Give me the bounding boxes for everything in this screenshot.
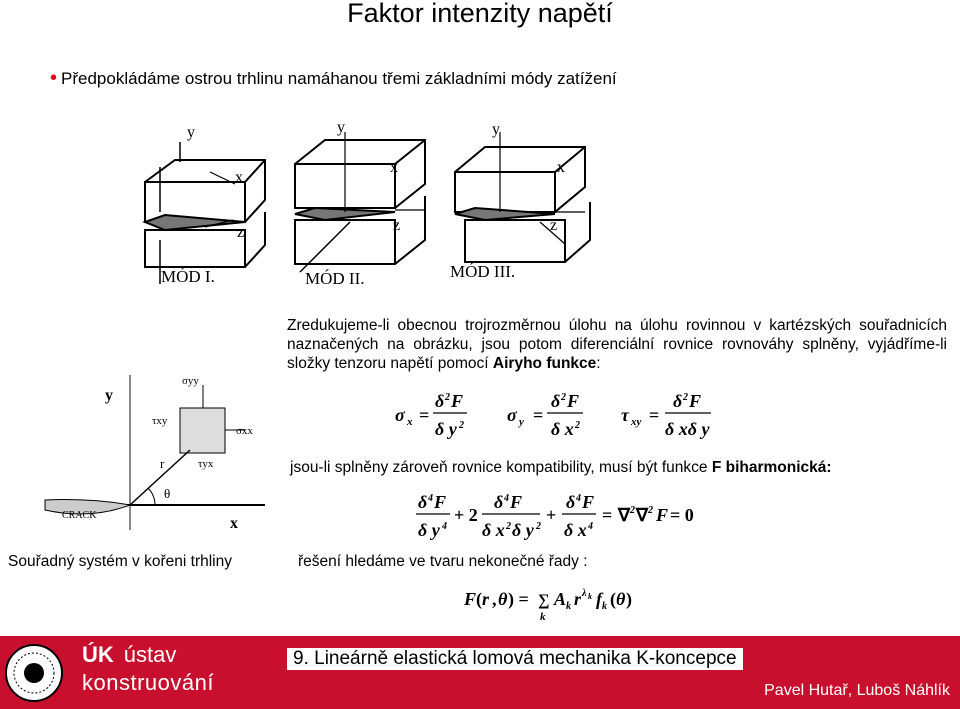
svg-text:r: r [574,589,582,609]
coord-axis-y-label: y [105,387,113,404]
svg-text:r: r [482,589,490,609]
mode2-axis-y-label: y [337,119,345,136]
crack-label: CRACK [62,510,97,521]
logo-line-2: konstruování [82,670,214,695]
svg-text:(: ( [476,589,482,609]
biharmonic-term: F biharmonická: [711,459,832,476]
svg-text:2: 2 [459,420,464,431]
svg-text:2: 2 [506,521,511,532]
svg-text:2: 2 [575,420,580,431]
svg-text:τ: τ [621,405,629,425]
sigma-xx-label: σxx [236,425,253,437]
coord-axis-x-label: x [230,515,238,532]
series-text: řešení hledáme ve tvaru nekonečné řady : [298,553,588,570]
svg-text:δ y: δ y [512,520,534,540]
svg-text:F: F [464,589,477,609]
logo-uk-icon: ÚK [82,642,114,667]
mode2-axis-z-label: z [393,217,401,234]
mode-2-label: MÓD II. [305,269,365,288]
sigma-yy-label: σyy [182,375,199,387]
svg-text:δ y: δ y [435,419,457,439]
coord-theta-label: θ [164,486,171,501]
svg-text:δ: δ [673,391,683,411]
bullet-label: Předpokládáme ostrou trhlinu namáhanou třemi základními módy zatížení [61,69,617,88]
mode2-axis-x-label: x [390,159,398,176]
svg-text:F: F [510,492,523,512]
svg-text:δ x: δ x [551,419,574,439]
svg-text:2: 2 [630,505,635,516]
mode3-axis-y-label: y [492,121,500,138]
svg-text:+ 2: + 2 [454,505,478,525]
svg-text:δ: δ [418,492,428,512]
biharmonic-equation [410,488,710,546]
svg-text:k: k [588,592,592,601]
svg-text:∇: ∇ [636,505,649,525]
loading-modes-figure [125,112,600,290]
svg-text:σ: σ [395,405,405,425]
svg-text:δ: δ [551,391,561,411]
svg-text:∇: ∇ [618,505,631,525]
svg-text:4: 4 [442,521,447,532]
svg-text:θ: θ [616,589,626,609]
svg-text:F: F [582,492,595,512]
svg-text:4: 4 [588,521,593,532]
bullet-dot-icon: • [50,67,58,89]
svg-text:δ y: δ y [418,520,440,540]
mode-1-label: MÓD I. [161,267,215,286]
mode-3-label: MÓD III. [450,262,516,281]
svg-text:f: f [596,589,602,609]
mode-2-block [295,132,425,272]
svg-text:δ x: δ x [564,520,587,540]
svg-text:F: F [451,391,464,411]
svg-text:2: 2 [683,392,688,403]
svg-text:+: + [546,505,557,525]
mode-1-block [145,142,265,284]
svg-text:∑: ∑ [538,592,550,609]
svg-text:2: 2 [536,521,541,532]
svg-text:): ) [626,589,632,609]
institute-logo [82,641,214,697]
airy-function-term: Airyho funkce [492,355,597,372]
lecture-title: 9. Lineárně elastická lomová mechanika K-koncepce [287,648,743,670]
svg-text:F: F [434,492,447,512]
logo-line-1: ústav [123,642,177,667]
mode1-axis-z-label: z [237,224,245,241]
svg-text:(: ( [610,589,616,609]
svg-text:x: x [407,416,413,428]
compatibility-label: jsou-li splněny zároveň rovnice kompatibility, musí být funkce [290,459,712,476]
mode-3-block [455,132,590,262]
coord-r-label: r [160,456,165,471]
svg-text:δ x: δ x [482,520,505,540]
svg-text:δ: δ [435,391,445,411]
svg-text:= 0: = 0 [670,505,694,525]
bullet-text [50,67,617,90]
svg-text:=: = [533,405,544,425]
stress-equations [385,385,725,445]
svg-text:F: F [656,505,669,525]
page-title: Faktor intenzity napětí [347,0,613,28]
tau-xy-label: τxy [152,415,168,427]
airy-paragraph-text: Zredukujeme-li obecnou trojrozměrnou úlohu na úlohu rovinnou v kartézských souřadnicích naznačených na obrázku, jsou potom diferenciální rovnice rovnováhy splněny, vyjádříme-li složky tenzoru napětí pomocí [287,317,947,372]
svg-text:2: 2 [648,505,653,516]
svg-text:=: = [649,405,660,425]
svg-text:k: k [602,601,607,612]
svg-text:=: = [602,505,613,525]
compatibility-text [290,459,832,477]
series-equation [462,585,662,625]
svg-text:δ xδ y: δ xδ y [665,419,710,439]
svg-text:A: A [554,589,567,609]
airy-paragraph-end: : [596,355,601,372]
svg-text:k: k [566,601,571,612]
svg-text:4: 4 [504,493,509,504]
svg-text:δ: δ [494,492,504,512]
svg-text:=: = [419,405,430,425]
svg-text:xy: xy [631,416,642,428]
svg-text:2: 2 [561,392,566,403]
university-seal-icon [4,643,64,703]
svg-text:σ: σ [507,405,517,425]
svg-text:,: , [492,589,497,609]
mode1-axis-x-label: x [235,169,243,186]
svg-text:2: 2 [445,392,450,403]
mode3-axis-z-label: z [550,217,558,234]
airy-paragraph [287,316,947,373]
svg-text:4: 4 [428,493,433,504]
authors: Pavel Hutař, Luboš Náhlík [764,682,950,699]
crack-coordinate-figure [40,370,272,545]
svg-text:θ: θ [498,589,508,609]
mode3-axis-x-label: x [557,159,565,176]
svg-text:y: y [519,416,524,428]
svg-text:4: 4 [576,493,581,504]
svg-text:δ: δ [566,492,576,512]
svg-text:F: F [689,391,702,411]
tau-yx-label: τyx [198,458,214,470]
svg-text:k: k [540,611,546,623]
svg-text:λ: λ [582,588,587,599]
coordinate-caption: Souřadný systém v kořeni trhliny [8,553,232,570]
mode1-axis-y-label: y [187,124,195,141]
svg-text:F: F [567,391,580,411]
svg-text:) =: ) = [508,589,529,609]
